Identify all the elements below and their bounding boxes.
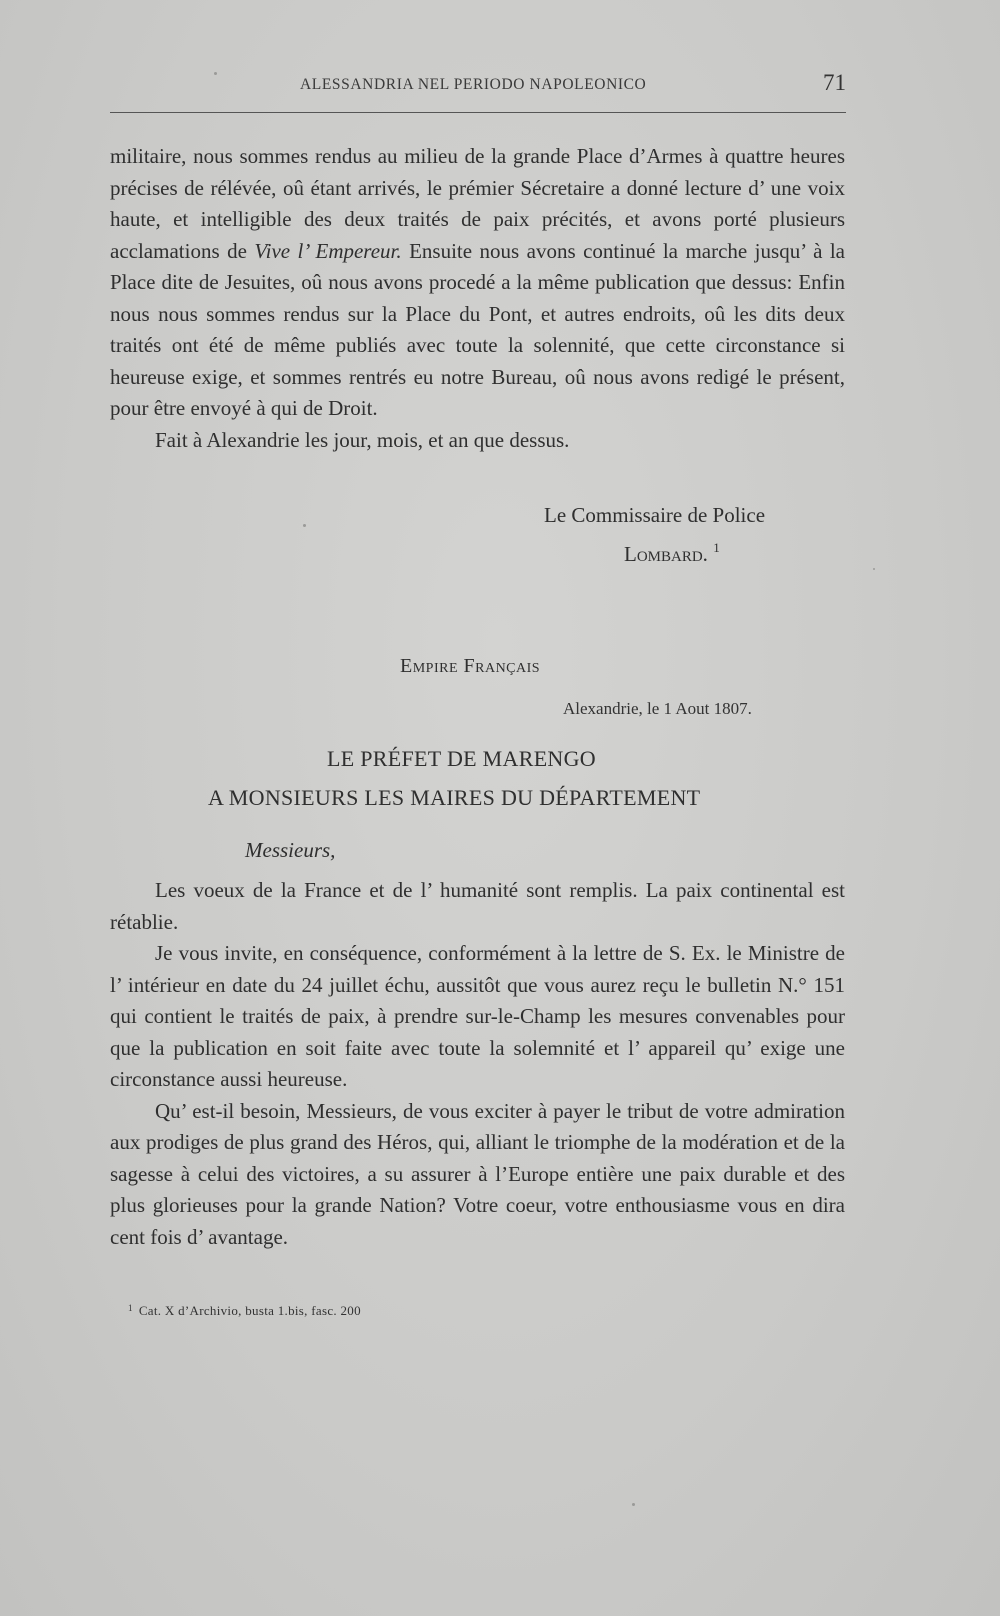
report-paragraph-text-end: Ensuite nous avons continué la marche jusqu’ à la Place dite de Jesuites, oû nous avons procedé a la même publication que dessus: Enfin nous nous sommes rendus sur la Place du Pont, et autres endroits, oû les dits deux traités ont été de même publiés avec toute la solennité, que cette circonstance si heureuse exige, et sommes rentrés eu notre Bureau, oû nous avons redigé le présent, pour être envoyé à qui de Droit. xyxy=(110,238,846,420)
footnote-marker: 1 xyxy=(128,1303,133,1313)
paper-speck xyxy=(632,1503,635,1506)
letter-paragraph: Les voeux de la France et de l’ humanité sont remplis. La paix continental est rétablie. xyxy=(110,878,845,934)
report-closing-line: Fait à Alexandrie les jour, mois, et an que dessus. xyxy=(155,427,570,452)
page-number: 71 xyxy=(823,70,846,95)
running-head: ALESSANDRIA NEL PERIODO NAPOLEONICO xyxy=(300,76,647,93)
footnote-text: Cat. X d’Archivio, busta 1.bis, fasc. 200 xyxy=(138,1303,361,1318)
letter-dateline: Alexandrie, le 1 Aout 1807. xyxy=(563,699,752,718)
footnote xyxy=(128,1303,361,1319)
report-acclamation: Vive l’ Empereur. xyxy=(254,238,402,263)
letter-text xyxy=(110,875,845,1253)
footnote-reference: 1 xyxy=(713,540,720,555)
section-heading: Empire Français xyxy=(400,655,541,677)
letter-paragraph: Qu’ est-il besoin, Messieurs, de vous exciter à payer le tribut de votre admiration aux prodiges de plus grand des Héros, qui, alliant le triomphe de la modération et de la sagesse à celui des victoires, a su assurer à l’Europe entière une paix durable et des plus glorieuses pour la grande Nation? Votre coeur, votre enthousiasme vous en dira cent fois d’ avantage. xyxy=(110,1098,845,1249)
report-text xyxy=(110,141,845,456)
paper-speck xyxy=(214,72,217,75)
paper-speck xyxy=(303,524,306,527)
signature-name-text: Lombard. xyxy=(624,542,708,566)
letter-paragraph: Je vous invite, en conséquence, conformément à la lettre de S. Ex. le Ministre de l’ intérieur en date du 24 juillet échu, aussitôt que vous aurez reçu le bulletin N.° 151 qui contient le traités de paix, à prendre sur-le-Champ les mesures convenables pour que la publication en soit faite avec toute la solemnité et l’ appareil qu’ exige une circonstance aussi heureuse. xyxy=(110,941,845,1091)
letter-title-line-2: A MONSIEURS LES MAIRES DU DÉPARTEMENT xyxy=(208,785,701,810)
letter-title-line-1: LE PRÉFET DE MARENGO xyxy=(327,746,596,771)
letter-salutation: Messieurs, xyxy=(245,838,336,862)
signature-role: Le Commissaire de Police xyxy=(544,503,766,527)
header-rule xyxy=(110,112,846,113)
report-paragraph-text: militaire, nous sommes rendus au milieu de la grande Place d’Armes à quattre heures précises de rélévée, oû étant arrivés, le prémier Sécretaire a donné lecture d’ une voix haute, et intelligible des deux traités de paix précités, et avons porté plusieurs acclamations de xyxy=(110,144,845,263)
report-paragraph xyxy=(110,141,845,425)
paper-speck xyxy=(873,568,875,570)
signature-name xyxy=(624,540,720,567)
